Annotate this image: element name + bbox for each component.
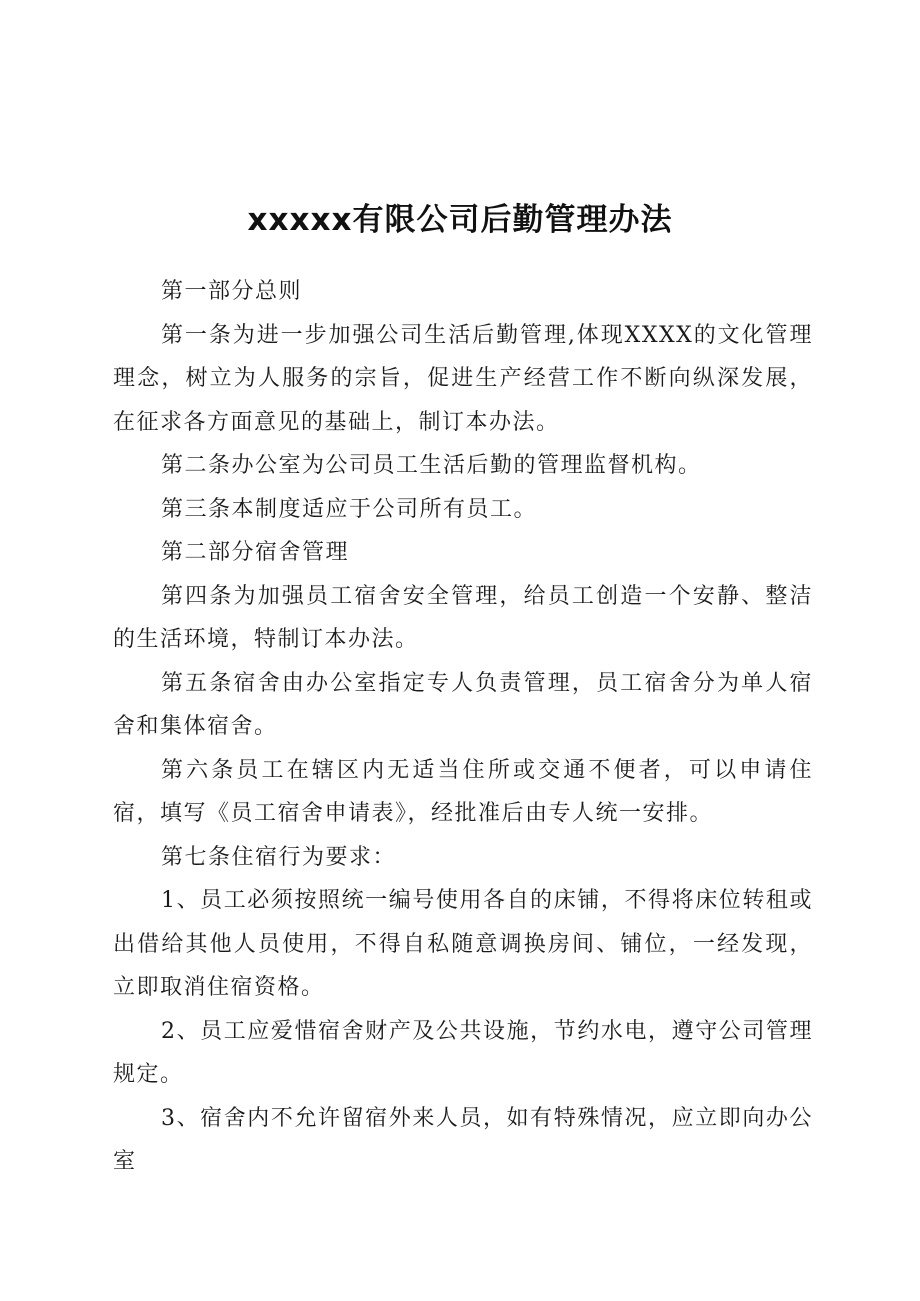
article-1: 第一条为进一步加强公司生活后勤管理,体现XXXX的文化管理理念，树立为人服务的宗旨，促进生产经营工作不断向纵深发展，在征求各方面意见的基础上，制订本办法。 xyxy=(113,322,813,435)
article-2: 第二条办公室为公司员工生活后勤的管理监督机构。 xyxy=(161,453,702,478)
section-heading-dormitory: 第二部分宿舍管理 xyxy=(161,540,350,565)
section-heading-general: 第一部分总则 xyxy=(161,279,303,304)
document-body xyxy=(113,270,813,1184)
article-5: 第五条宿舍由办公室指定专人负责管理，员工宿舍分为单人宿舍和集体宿舍。 xyxy=(113,670,813,739)
rule-item-3: 3、宿舍内不允许留宿外来人员，如有特殊情况，应立即向办公室 xyxy=(113,1105,813,1174)
article-6: 第六条员工在辖区内无适当住所或交通不便者，可以申请住宿，填写《员工宿舍申请表》，经批准后由专人统一安排。 xyxy=(113,757,813,826)
rule-item-2: 2、员工应爱惜宿舍财产及公共设施，节约水电，遵守公司管理规定。 xyxy=(113,1018,813,1087)
document-title: xxxxx有限公司后勤管理办法 xyxy=(247,202,673,238)
article-3: 第三条本制度适应于公司所有员工。 xyxy=(161,496,538,522)
article-7: 第七条住宿行为要求： xyxy=(161,844,397,870)
article-4: 第四条为加强员工宿舍安全管理，给员工创造一个安静、整洁的生活环境，特制订本办法。 xyxy=(113,583,813,652)
rule-item-1: 1、员工必须按照统一编号使用各自的床铺，不得将床位转租或出借给其他人员使用，不得自私随意调换房间、铺位，一经发现，立即取消住宿资格。 xyxy=(113,888,813,1000)
